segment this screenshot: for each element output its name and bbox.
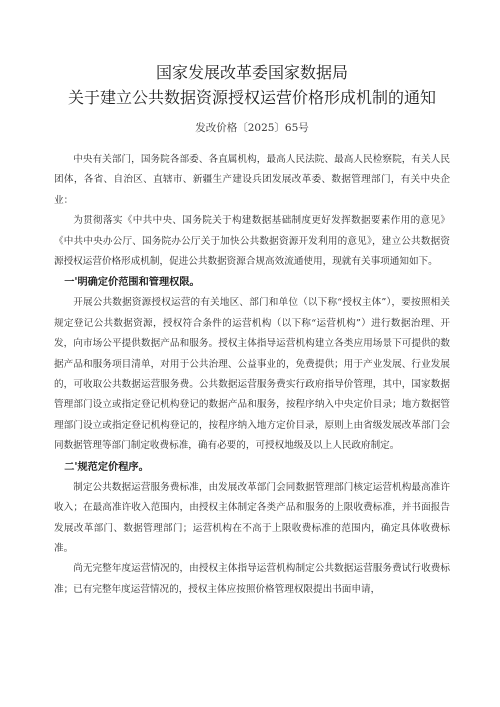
- section-2-paragraph-1: 制定公共数据运营服务费标准，由发展改革部门会同数据管理部门核定运营机构最高准许收入；在最高准许收入范围内，由授权主体制定各类产品和服务的上限收费标准，并书面报告发展改革部门、数据管理部门；运营机构在不高于上限收费标准的范围内，确定具体收费标准。: [54, 481, 450, 554]
- document-title: 关于建立公共数据资源授权运营价格形成机制的通知: [67, 88, 436, 107]
- document-title-issuer: 国家发展改革委国家数据局: [155, 63, 348, 82]
- recipients-paragraph: 中央有关部门，国务院各部委、各直属机构，最高人民法院、最高人民检察院，有关人民团体，各省、自治区、直辖市、新疆生产建设兵团发展改革委、数据管理部门，有关中央企业：: [54, 154, 450, 206]
- section-1-heading: 一'明确定价范围和管理权限。: [64, 277, 200, 289]
- section-2-paragraph-2: 尚无完整年度运营情况的，由授权主体指导运营机构制定公共数据运营服务费试行收费标准；已有完整年度运营情况的，授权主体应按照价格管理权限提出书面申请，: [54, 563, 450, 595]
- intro-paragraph: 为贯彻落实《中共中央、国务院关于构建数据基础制度更好发挥数据要素作用的意见》《中共中央办公厅、国务院办公厅关于加快公共数据资源开发利用的意见》，建立公共数据资源授权运营价格形成机制，促进公共数据资源合规高效流通使用，现就有关事项通知如下。: [54, 215, 450, 268]
- section-1-paragraph: 开展公共数据资源授权运营的有关地区、部门和单位（以下称“授权主体”），要按照相关规定登记公共数据资源，授权符合条件的运营机构（以下称“运营机构”）进行数据治理、开发，向市场公平提供数据产品和服务。授权主体指导运营机构建立各类应用场景下可提供的数据产品和服务项目清单，对用于公共治理、公益事业的，免费提供；用于产业发展、行业发展的，可收取公共数据运营服务费。公共数据运营服务费实行政府指导价管理，其中，国家数据管理部门设立或指定登记机构登记的数据产品和服务，按程序纳入中央定价目录；地方数据管理部门设立或指定登记机构登记的，按程序纳入地方定价目录，原则上由省级发展改革部门会同数据管理等部门制定收费标准，确有必要的，可授权地级及以上人民政府制定。: [54, 297, 450, 452]
- document-number: 发改价格〔2025〕65号: [195, 122, 309, 134]
- section-2-heading: 二'规范定价程序。: [64, 461, 149, 473]
- document-body: [54, 150, 450, 600]
